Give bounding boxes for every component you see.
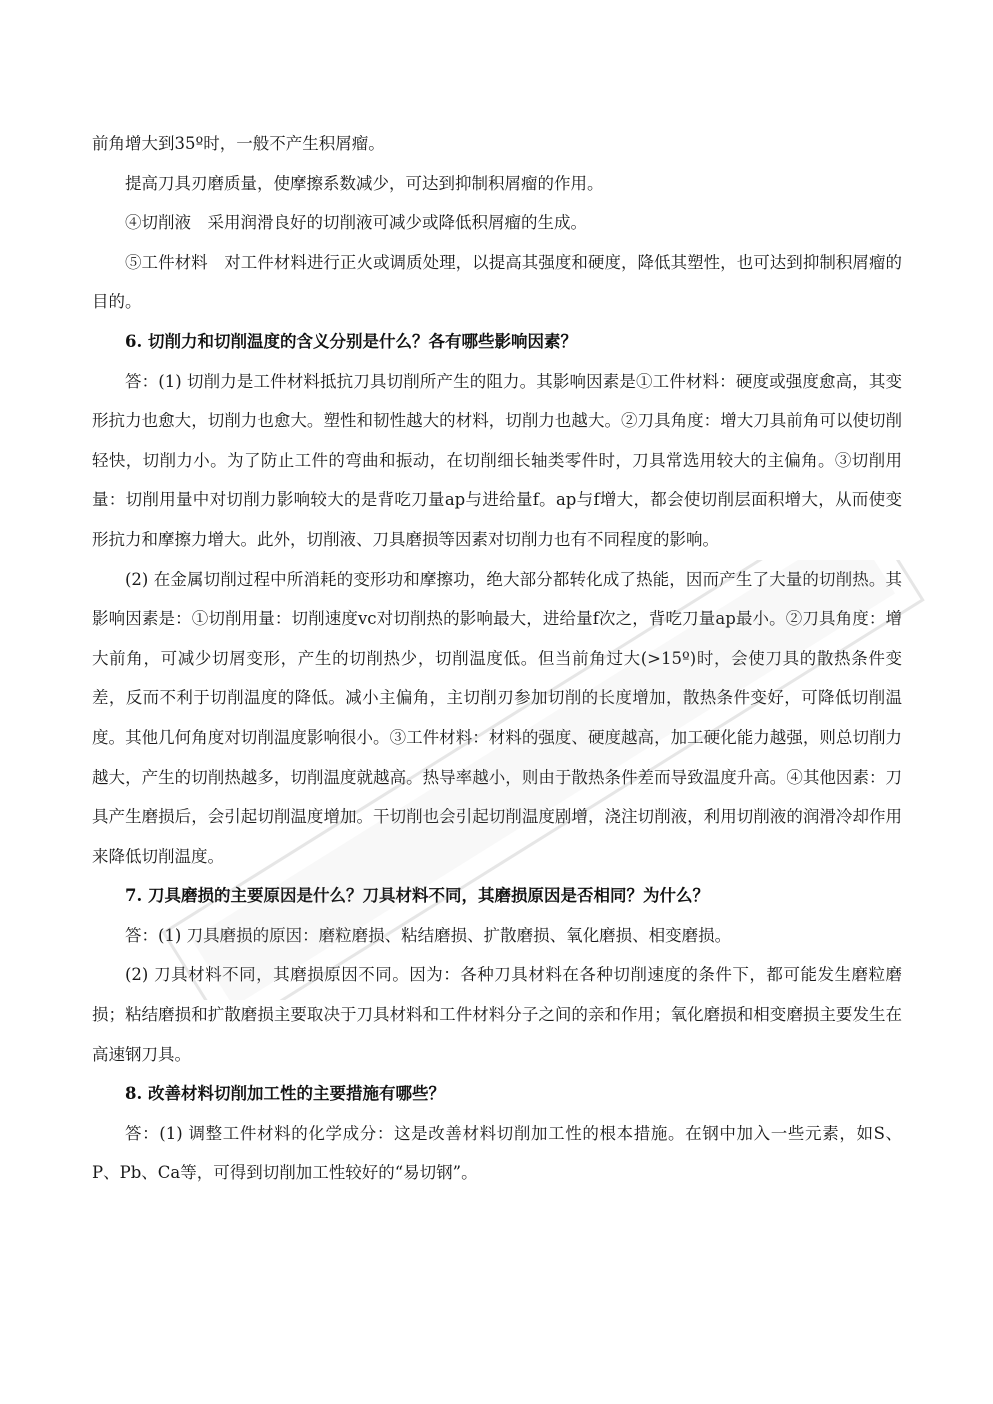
question-heading-8: 8. 改善材料切削加工性的主要措施有哪些？: [125, 1084, 445, 1104]
paragraph-grinding-quality: 提高刀具刃磨质量，使摩擦系数减少，可达到抑制积屑瘤的作用。: [125, 173, 604, 193]
answer-6-part-1: 答：(1) 切削力是工件材料抵抗刀具切削所产生的阻力。其影响因素是①工件材料：硬度或强度愈高，其变形抗力也愈大，切削力也愈大。塑性和韧性越大的材料，切削力也越大。②刀具角度：增大刀具前角可以使切削轻快，切削力小。为了防止工件的弯曲和振动，在切削细长轴类零件时，刀具常选用较大的主偏角。③切削用量：切削用量中对切削力影响较大的是背吃刀量ap与进给量f。ap与f增大，都会使切削层面积增大，从而使变形抗力和摩擦力增大。此外，切削液、刀具磨损等因素对切削力也有不同程度的影响。: [92, 371, 902, 549]
document-body: [92, 124, 902, 1193]
question-heading-7: 7. 刀具磨损的主要原因是什么？刀具材料不同，其磨损原因是否相同？为什么？: [125, 886, 709, 906]
answer-7-part-1: 答：(1) 刀具磨损的原因：磨粒磨损、粘结磨损、扩散磨损、氧化磨损、相变磨损。: [125, 925, 732, 945]
answer-6-part-2: (2) 在金属切削过程中所消耗的变形功和摩擦功，绝大部分都转化成了热能，因而产生了大量的切削热。其影响因素是：①切削用量：切削速度vc对切削热的影响最大，进给量f次之，背吃刀量ap最小。②刀具角度：增大前角，可减少切屑变形，产生的切削热少，切削温度低。但当前角过大(>15º)时，会使刀具的散热条件变差，反而不利于切削温度的降低。减小主偏角，主切削刃参加切削的长度增加，散热条件变好，可降低切削温度。其他几何角度对切削温度影响很小。③工件材料：材料的强度、硬度越高，加工硬化能力越强，则总切削力越大，产生的切削热越多，切削温度就越高。热导率越小，则由于散热条件差而导致温度升高。④其他因素：刀具产生磨损后，会引起切削温度增加。干切削也会引起切削温度剧增，浇注切削液，利用切削液的润滑冷却作用来降低切削温度。: [92, 569, 902, 866]
paragraph-cutting-fluid: ④切削液 采用润滑良好的切削液可减少或降低积屑瘤的生成。: [125, 213, 587, 233]
answer-8-part-1: 答：(1) 调整工件材料的化学成分：这是改善材料切削加工性的根本措施。在钢中加入一些元素，如S、P、Pb、Ca等，可得到切削加工性较好的“易切钢”。: [92, 1123, 902, 1183]
question-heading-6: 6. 切削力和切削温度的含义分别是什么？各有哪些影响因素？: [125, 331, 577, 351]
paragraph-workpiece-material: ⑤工件材料 对工件材料进行正火或调质处理，以提高其强度和硬度，降低其塑性，也可达到抑制积屑瘤的目的。: [92, 252, 902, 312]
answer-7-part-2: (2) 刀具材料不同，其磨损原因不同。因为：各种刀具材料在各种切削速度的条件下，都可能发生磨粒磨损；粘结磨损和扩散磨损主要取决于刀具材料和工件材料分子之间的亲和作用；氧化磨损和相变磨损主要发生在高速钢刀具。: [92, 965, 902, 1064]
paragraph-rake-angle: 前角增大到35º时，一般不产生积屑瘤。: [92, 134, 385, 153]
